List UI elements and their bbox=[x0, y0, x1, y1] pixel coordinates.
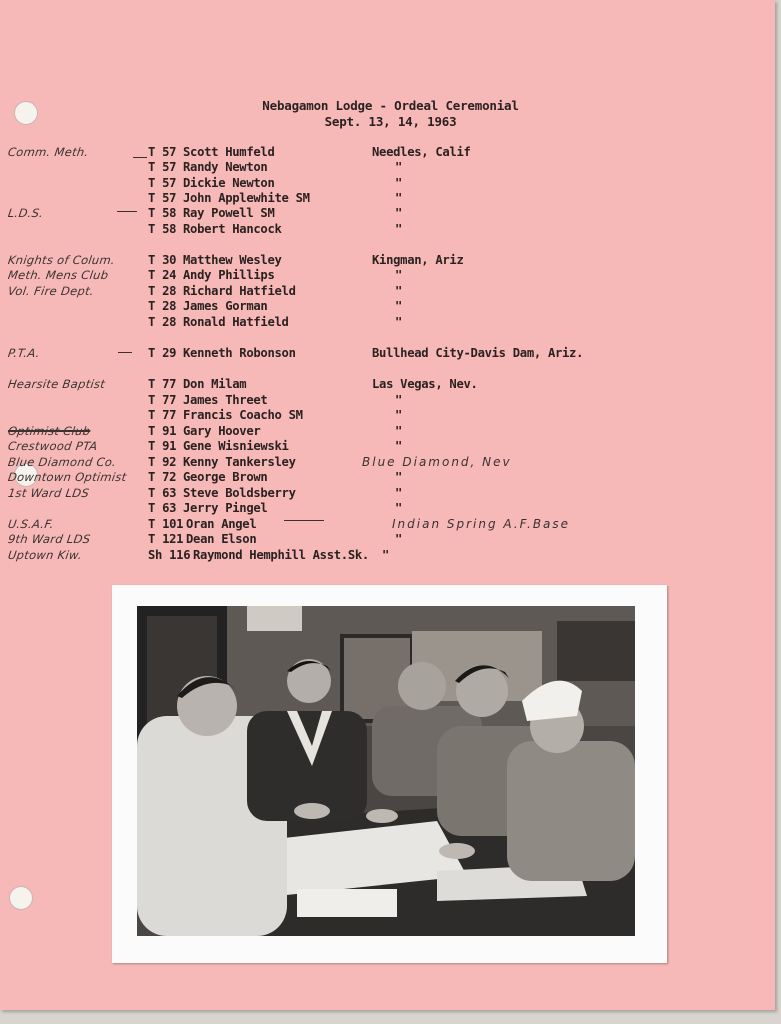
troop-number: T 77 bbox=[148, 408, 177, 422]
location: " bbox=[395, 206, 403, 220]
roster-row bbox=[0, 284, 760, 300]
location: " bbox=[395, 439, 403, 453]
location: " bbox=[395, 393, 403, 407]
troop-number: T 72 bbox=[148, 470, 177, 484]
handwritten-sponsor: Hearsite Baptist bbox=[7, 377, 107, 391]
roster-row bbox=[0, 268, 760, 284]
roster-row bbox=[0, 408, 760, 424]
location: " bbox=[395, 160, 403, 174]
member-name: Kenneth Robonson bbox=[183, 346, 296, 360]
location: " bbox=[395, 268, 403, 282]
pencil-dash bbox=[133, 157, 147, 158]
roster-row bbox=[0, 393, 760, 409]
troop-number: T 58 bbox=[148, 206, 177, 220]
roster-row bbox=[0, 206, 760, 222]
member-name: Ronald Hatfield bbox=[183, 315, 289, 329]
location: Needles, Calif bbox=[372, 145, 471, 159]
member-name: Jerry Pingel bbox=[183, 501, 268, 515]
member-name: Gary Hoover bbox=[183, 424, 261, 438]
roster-row bbox=[0, 346, 760, 362]
troop-number: T 30 bbox=[148, 253, 177, 267]
roster-row bbox=[0, 486, 760, 502]
location: Bullhead City-Davis Dam, Ariz. bbox=[372, 346, 584, 360]
roster-row bbox=[0, 315, 760, 331]
troop-number: T 29 bbox=[148, 346, 177, 360]
troop-number: T 91 bbox=[148, 439, 177, 453]
location: " bbox=[395, 284, 403, 298]
location: " bbox=[395, 299, 403, 313]
troop-number: T 92 bbox=[148, 455, 177, 469]
troop-number: T 58 bbox=[148, 222, 177, 236]
roster-row bbox=[0, 548, 760, 564]
member-name: Oran Angel bbox=[186, 517, 257, 531]
troop-number: T 63 bbox=[148, 501, 177, 515]
location: " bbox=[395, 470, 403, 484]
location: " bbox=[395, 486, 403, 500]
roster-row bbox=[0, 377, 760, 393]
location: " bbox=[395, 176, 403, 190]
roster-row bbox=[0, 299, 760, 315]
location: Indian Spring A.F.Base bbox=[392, 517, 571, 531]
troop-number: T 57 bbox=[148, 176, 177, 190]
punch-hole bbox=[9, 886, 33, 910]
location: " bbox=[395, 408, 403, 422]
roster-row bbox=[0, 470, 760, 486]
member-name: Raymond Hemphill Asst.Sk. bbox=[193, 548, 369, 562]
location: Kingman, Ariz bbox=[372, 253, 464, 267]
troop-number: T 28 bbox=[148, 299, 177, 313]
troop-number: T 57 bbox=[148, 160, 177, 174]
handwritten-sponsor: L.D.S. bbox=[7, 206, 45, 220]
troop-number: T 77 bbox=[148, 393, 177, 407]
member-name: James Threet bbox=[183, 393, 268, 407]
member-name: Randy Newton bbox=[183, 160, 268, 174]
troop-number: T 57 bbox=[148, 191, 177, 205]
photo-scene bbox=[137, 606, 635, 936]
member-name: Robert Hancock bbox=[183, 222, 282, 236]
troop-number: T 91 bbox=[148, 424, 177, 438]
roster-row bbox=[0, 439, 760, 455]
member-name: John Applewhite SM bbox=[183, 191, 310, 205]
handwritten-sponsor: Crestwood PTA bbox=[7, 439, 99, 453]
event-dates: Sept. 13, 14, 1963 bbox=[324, 114, 457, 129]
member-name: Ray Powell SM bbox=[183, 206, 275, 220]
roster-row bbox=[0, 145, 760, 161]
location: Blue Diamond, Nev bbox=[362, 455, 512, 469]
member-name: Matthew Wesley bbox=[183, 253, 282, 267]
member-name: Gene Wisniewski bbox=[183, 439, 289, 453]
handwritten-sponsor: U.S.A.F. bbox=[7, 517, 55, 531]
handwritten-sponsor: 1st Ward LDS bbox=[7, 486, 91, 500]
group-photo bbox=[137, 606, 635, 936]
handwritten-sponsor: P.T.A. bbox=[7, 346, 41, 360]
roster-row bbox=[0, 532, 760, 548]
roster-row bbox=[0, 517, 760, 533]
troop-number: T 57 bbox=[148, 145, 177, 159]
troop-number: T 24 bbox=[148, 268, 177, 282]
member-name: Kenny Tankersley bbox=[183, 455, 296, 469]
member-name: Steve Boldsberry bbox=[183, 486, 296, 500]
pencil-dash bbox=[284, 520, 324, 521]
troop-number: T 63 bbox=[148, 486, 177, 500]
member-name: Francis Coacho SM bbox=[183, 408, 303, 422]
roster-row bbox=[0, 222, 760, 238]
location: " bbox=[382, 548, 390, 562]
member-name: George Brown bbox=[183, 470, 268, 484]
member-name: Scott Humfeld bbox=[183, 145, 275, 159]
location: " bbox=[395, 315, 403, 329]
roster-row bbox=[0, 424, 760, 440]
roster-row bbox=[0, 253, 760, 269]
roster-row bbox=[0, 191, 760, 207]
troop-number: Sh 116 bbox=[148, 548, 191, 562]
roster-row bbox=[0, 501, 760, 517]
handwritten-sponsor: Optimist Club bbox=[7, 424, 92, 438]
location: " bbox=[395, 501, 403, 515]
handwritten-sponsor: Vol. Fire Dept. bbox=[7, 284, 95, 298]
member-name: Don Milam bbox=[183, 377, 247, 391]
location: Las Vegas, Nev. bbox=[372, 377, 478, 391]
location: " bbox=[395, 191, 403, 205]
pencil-dash bbox=[117, 211, 137, 212]
pencil-dash bbox=[118, 352, 132, 353]
handwritten-sponsor: Downtown Optimist bbox=[7, 470, 128, 484]
location: " bbox=[395, 424, 403, 438]
roster-row bbox=[0, 455, 760, 471]
troop-number: T 121 bbox=[148, 532, 184, 546]
handwritten-sponsor: Knights of Colum. bbox=[7, 253, 117, 267]
member-name: Dean Elson bbox=[186, 532, 257, 546]
troop-number: T 28 bbox=[148, 284, 177, 298]
handwritten-sponsor: 9th Ward LDS bbox=[7, 532, 92, 546]
handwritten-sponsor: Blue Diamond Co. bbox=[7, 455, 118, 469]
location: " bbox=[395, 532, 403, 546]
roster-row bbox=[0, 160, 760, 176]
member-name: Andy Phillips bbox=[183, 268, 275, 282]
location: " bbox=[395, 222, 403, 236]
member-name: Richard Hatfield bbox=[183, 284, 296, 298]
troop-number: T 101 bbox=[148, 517, 184, 531]
page-title: Nebagamon Lodge - Ordeal Ceremonial bbox=[262, 98, 519, 113]
handwritten-sponsor: Meth. Mens Club bbox=[7, 268, 110, 282]
troop-number: T 28 bbox=[148, 315, 177, 329]
handwritten-sponsor: Uptown Kiw. bbox=[7, 548, 83, 562]
handwritten-sponsor: Comm. Meth. bbox=[7, 145, 90, 159]
member-name: Dickie Newton bbox=[183, 176, 275, 190]
roster-row bbox=[0, 176, 760, 192]
member-name: James Gorman bbox=[183, 299, 268, 313]
troop-number: T 77 bbox=[148, 377, 177, 391]
